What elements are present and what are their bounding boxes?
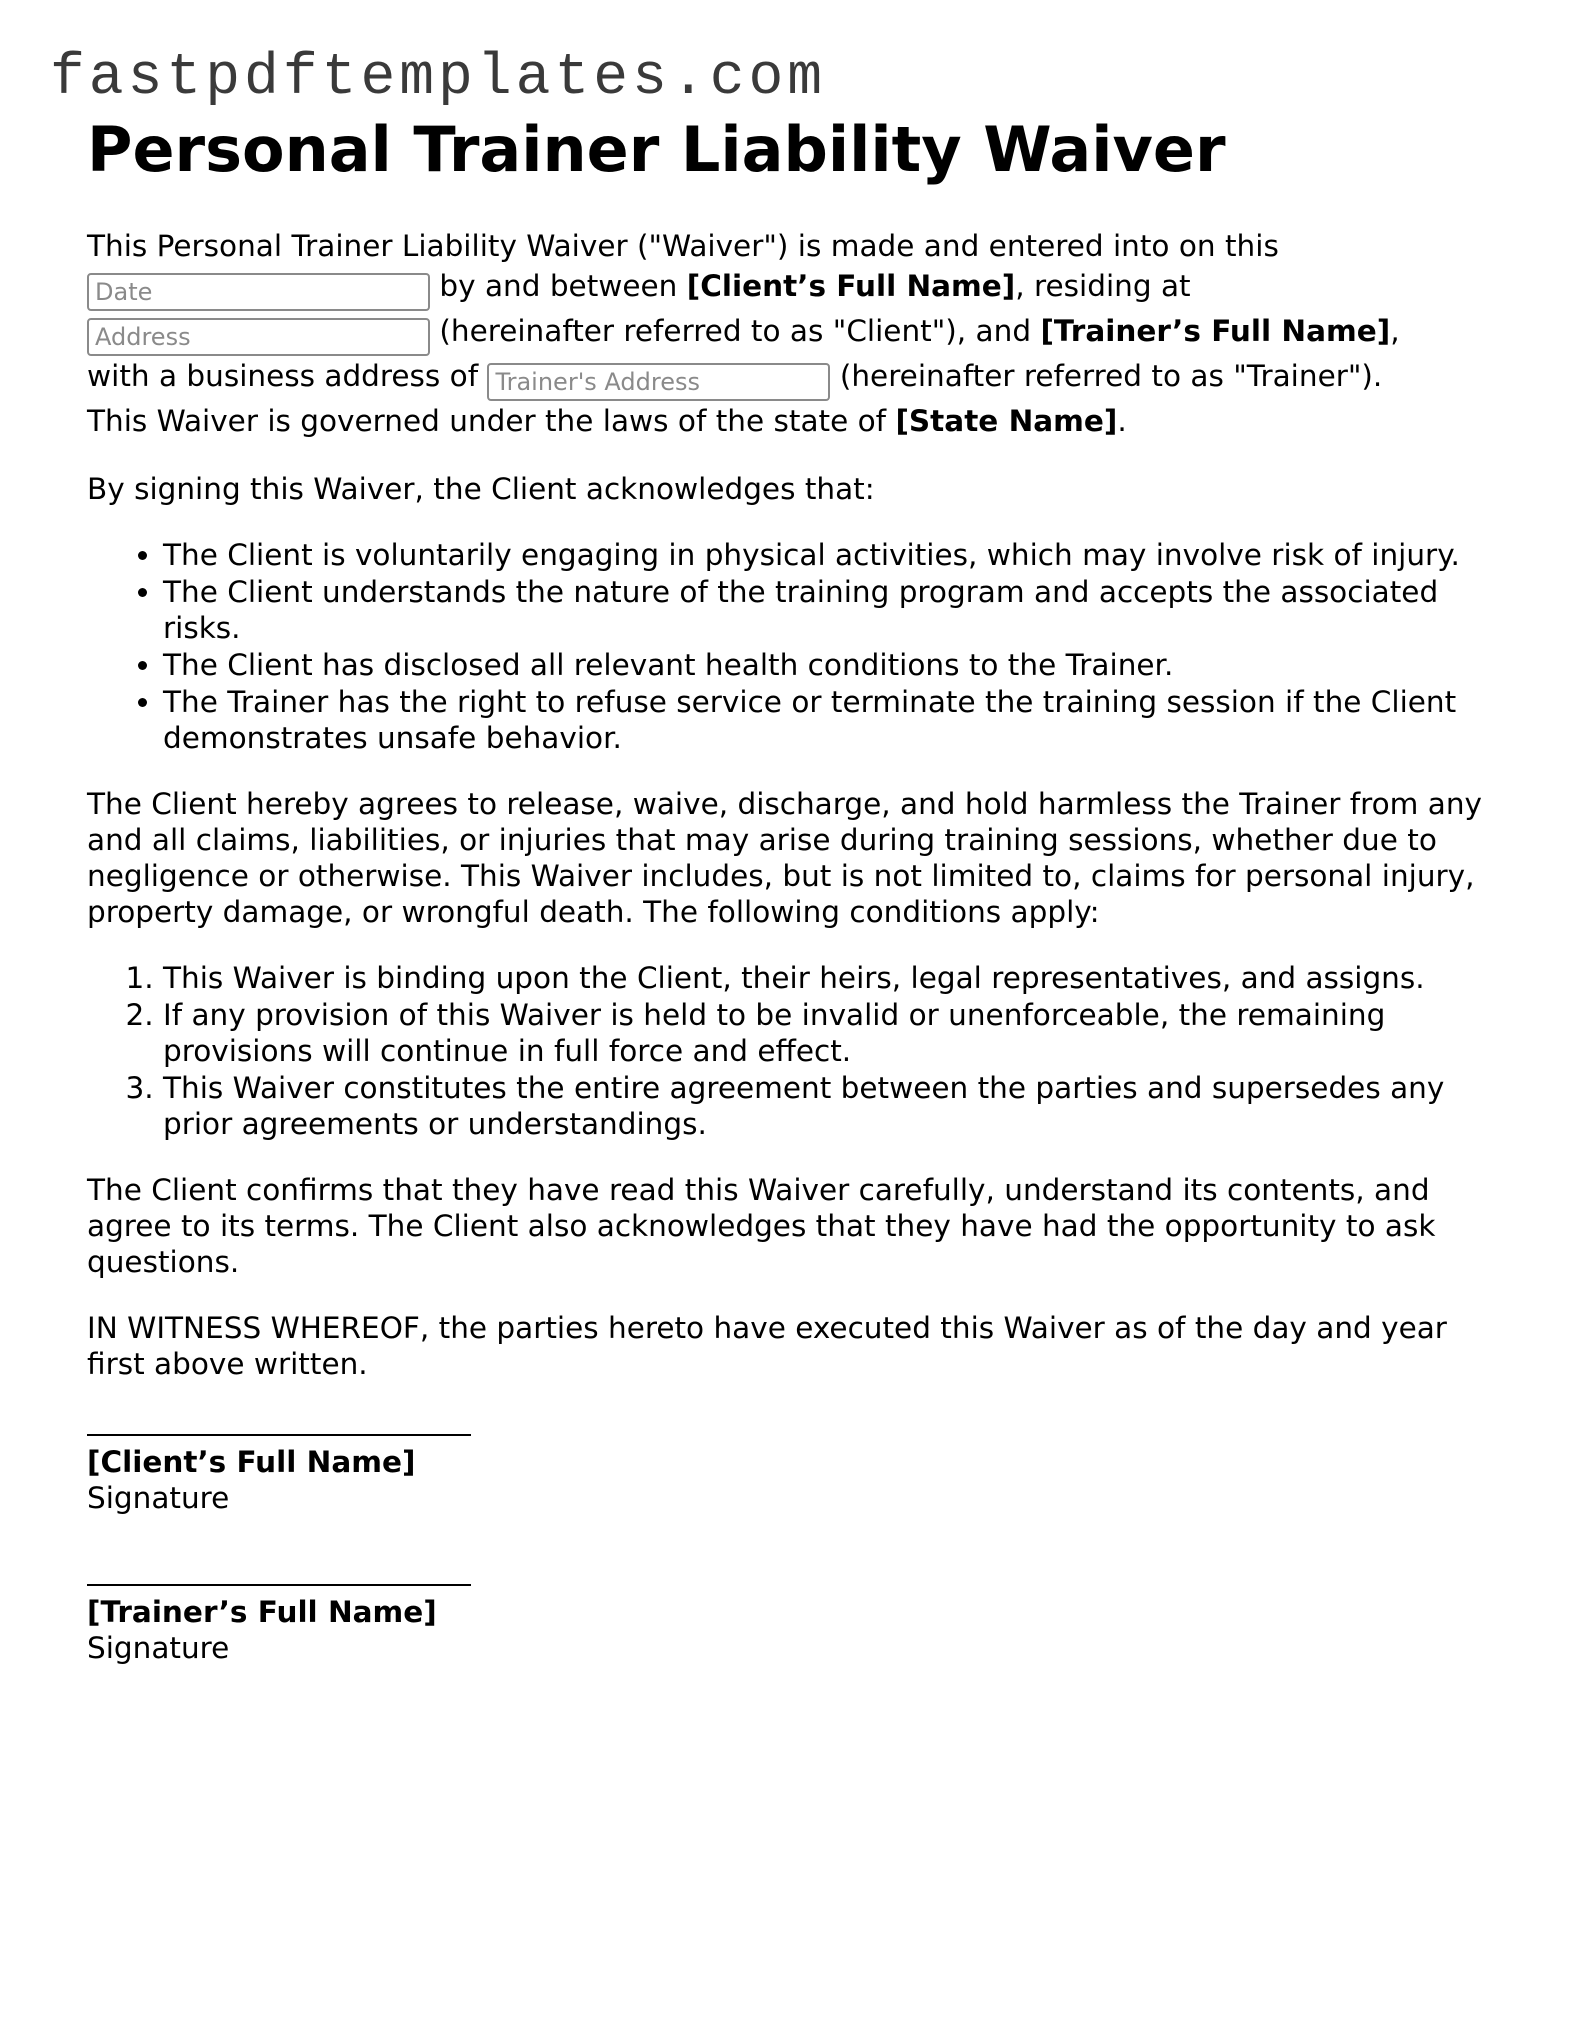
intro-text-2: by and between [430,269,687,303]
date-field[interactable]: Date [87,273,430,311]
state-name-placeholder: [State Name] [895,404,1118,438]
client-signature-label: Signature [87,1481,230,1515]
trainer-signature-line[interactable] [87,1584,471,1586]
trainer-signature-label: Signature [87,1631,230,1665]
address-field[interactable]: Address [87,318,430,356]
client-name-placeholder: [Client’s Full Name] [686,269,1016,303]
trainer-signature-name: [Trainer’s Full Name] [87,1595,437,1629]
intro-text-5: , [1390,314,1400,348]
release-paragraph: The Client hereby agrees to release, waive, discharge, and hold harmless the Trainer from any and all claims, liabilities, or injuries that may arise during training sessions, whether due to negligence or otherwise. This Waiver includes, but is not limited to, claims for personal injury, property damage, or wrongful death. The following conditions apply: [87,787,1482,929]
list-item: • The Client understands the nature of the training program and accepts the associated risks. [163,574,1487,646]
intro-text-8: This Waiver is governed under the laws of the state of [87,404,896,438]
trainer-address-field[interactable]: Trainer's Address [487,363,830,401]
client-signature-name: [Client’s Full Name] [87,1445,416,1479]
trainer-name-placeholder: [Trainer’s Full Name] [1040,314,1391,348]
client-signature-block [87,1434,1487,1516]
list-item: • The Trainer has the right to refuse service or terminate the training session if the Client demonstrates unsafe behavior. [163,684,1487,756]
conditions-list [87,960,1487,1142]
page-title: Personal Trainer Liability Waiver [87,113,1226,186]
acknowledgement-list [87,537,1487,756]
intro-text-1: This Personal Trainer Liability Waiver ("Waiver") is made and entered into on this [87,229,1279,263]
intro-paragraph [87,226,1487,441]
acknowledgement-intro: By signing this Waiver, the Client acknowledges that: [87,472,875,506]
intro-text-9: . [1117,404,1127,438]
client-signature-line[interactable] [87,1434,471,1436]
intro-text-7: (hereinafter referred to as "Trainer"). [830,359,1383,393]
witness-paragraph: IN WITNESS WHEREOF, the parties hereto have executed this Waiver as of the day and year first above written. [87,1311,1447,1381]
list-item: 3. This Waiver constitutes the entire agreement between the parties and supersedes any prior agreements or understandings. [163,1070,1487,1142]
confirmation-paragraph: The Client confirms that they have read this Waiver carefully, understand its contents, and agree to its terms. The Client also acknowledges that they have had the opportunity to ask questions. [87,1173,1436,1279]
intro-text-3: , residing at [1015,269,1191,303]
list-item: • The Client has disclosed all relevant health conditions to the Trainer. [163,647,1487,683]
watermark-logo: fastpdftemplates.com [50,46,827,111]
trainer-signature-block [87,1584,1487,1666]
list-item: 1. This Waiver is binding upon the Client, their heirs, legal representatives, and assigns. [163,960,1487,996]
document-page [87,110,1487,1666]
intro-text-4: (hereinafter referred to as "Client"), and [430,314,1041,348]
intro-text-6: with a business address of [87,359,488,393]
list-item: 2. If any provision of this Waiver is held to be invalid or unenforceable, the remaining provisions will continue in full force and effect. [163,997,1487,1069]
list-item: • The Client is voluntarily engaging in physical activities, which may involve risk of injury. [163,537,1487,573]
